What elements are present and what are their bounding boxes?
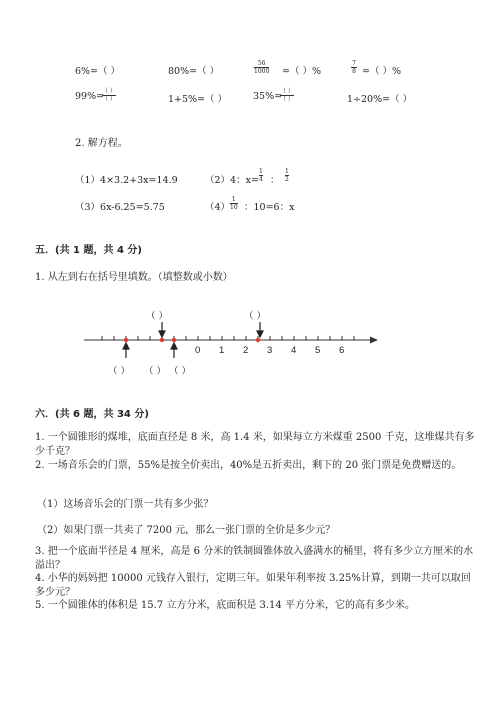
denominator: 1000	[254, 68, 270, 75]
blank-top-2: （ ）	[244, 311, 267, 322]
eq-4: （4）	[205, 202, 231, 213]
conv-6: 1+5%=（ ）	[168, 94, 228, 105]
problem-2-part-2: （2）如果门票一共卖了 7200 元，那么一张门票的全价是多少元？	[37, 525, 336, 536]
tick-label-1: 1	[219, 345, 225, 356]
section-5-heading: 五．(共 1 题，共 4 分)	[35, 245, 142, 256]
eq-4-rest: ：10=6：x	[244, 202, 295, 213]
eq-1: （1）4×3.2+3x=14.9	[75, 175, 178, 186]
problem-5: 5. 一个圆锥体的体积是 15.7 立方分米，底面积是 3.14 平方分米，它的高有多少米。	[35, 600, 415, 611]
tick-label-4: 4	[291, 345, 297, 356]
frac-top: （ ）	[280, 88, 294, 95]
frac-bottom: （ ）	[280, 96, 294, 103]
axis-arrowhead	[370, 337, 378, 344]
conv-4: =（ ）%	[362, 66, 402, 77]
numerator: 56	[257, 60, 266, 67]
problem-1: 1. 一个圆锥形的煤堆，底面直径是 8 米，高 1.4 米，如果每立方米煤重 2500 千克，这堆煤共有多少千克？	[35, 432, 475, 457]
conv-1: 6%=（ ）	[75, 66, 121, 77]
frac-bottom: （ ）	[102, 96, 116, 103]
eq-2: （2）4：x=	[205, 175, 259, 186]
blank-top-1: （ ）	[146, 311, 169, 322]
blank-bottom-1: （ ）	[108, 366, 131, 377]
numerator: 1	[259, 168, 263, 175]
tick-label-3: 3	[267, 345, 273, 356]
numerator: 1	[285, 168, 289, 175]
conv-2: 80%=（ ）	[168, 66, 220, 77]
eq-2-colon: ：	[270, 175, 280, 186]
s5-question: 1. 从左到右在括号里填数。（填整数或小数）	[35, 272, 233, 283]
problem-2-part-1: （1）这场音乐会的门票一共有多少张？	[37, 499, 214, 510]
up-arrowhead-2	[171, 343, 177, 349]
conv-3: =（ ）%	[282, 66, 322, 77]
up-arrowhead-1	[123, 343, 129, 349]
numerator: 7	[352, 60, 356, 67]
denominator: 4	[259, 176, 263, 183]
tick-label-0: 0	[195, 345, 201, 356]
conv-5: 99%=	[75, 91, 105, 102]
numerator: 1	[231, 196, 236, 203]
denominator: 10	[230, 204, 238, 211]
blank-bottom-2: （ ）	[144, 366, 167, 377]
conv-8: 1÷20%=（ ）	[347, 94, 413, 105]
denominator: 2	[285, 176, 289, 183]
denominator: 8	[352, 68, 356, 75]
tick-label-2: 2	[243, 345, 249, 356]
q2-title: 2. 解方程。	[75, 138, 128, 149]
tick-label-5: 5	[315, 345, 321, 356]
conv-7: 35%=	[253, 91, 283, 102]
problem-2: 2. 一场音乐会的门票，55%是按全价卖出，40%是五折卖出，剩下的 20 张门票是免费赠送的。	[35, 460, 462, 471]
tick-label-6: 6	[339, 345, 345, 356]
tick-marks	[102, 336, 354, 340]
eq-3: （3）6x-6.25=5.75	[75, 202, 165, 213]
blank-bottom-3: （ ）	[169, 366, 192, 377]
frac-top: （ ）	[102, 88, 116, 95]
section-6-heading: 六．(共 6 题，共 34 分)	[35, 409, 149, 420]
problem-3: 3. 把一个底面半径是 4 厘米，高是 6 分米的铁制圆锥体放入盛满水的桶里，将有多少立方厘米的水溢出？	[35, 546, 474, 571]
down-arrowhead-1	[159, 331, 165, 337]
problem-4: 4. 小华的妈妈把 10000 元钱存入银行，定期三年。如果年利率按 3.25%计算，到期一共可以取回多少元？	[35, 573, 471, 598]
